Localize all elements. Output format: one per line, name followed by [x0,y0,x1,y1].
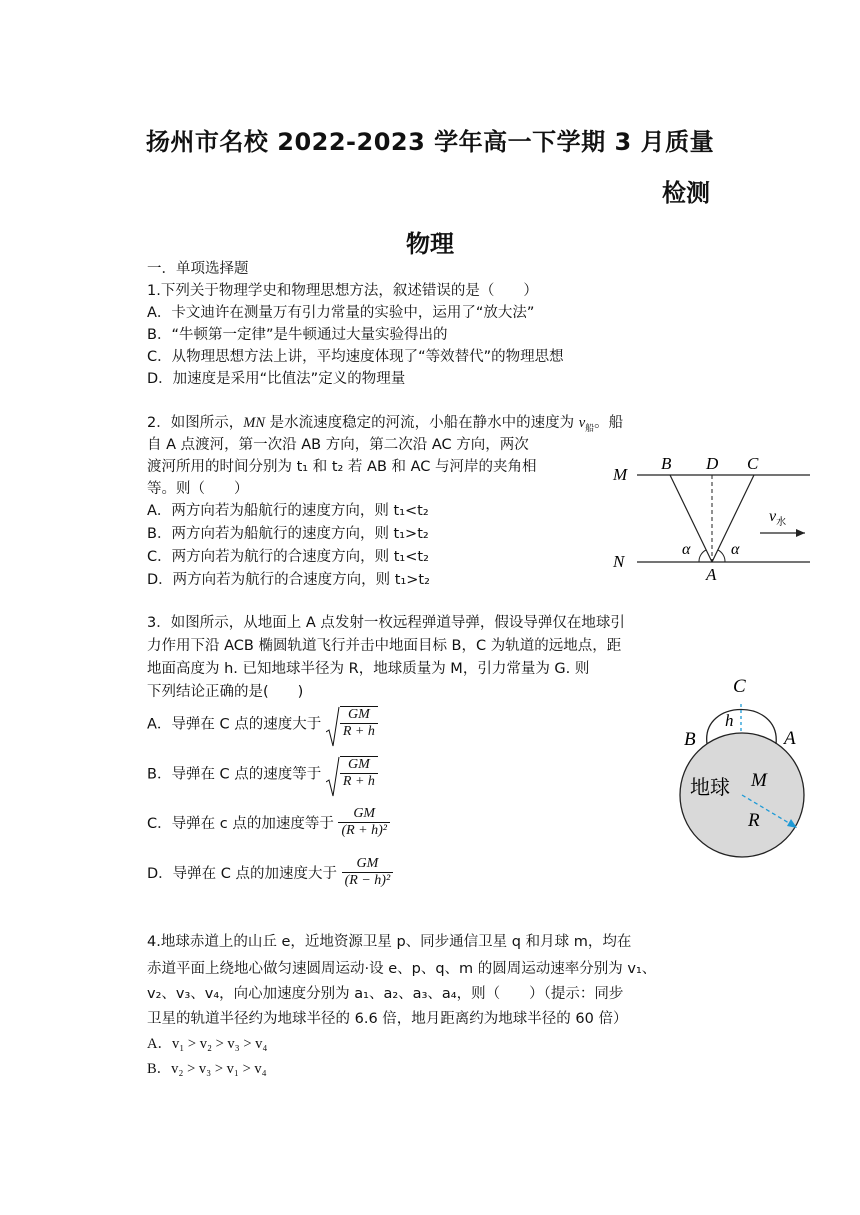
q3-option-a: A．导弹在 C 点的速度大于 $\frac{GM}{R + h}$ [147,706,378,740]
q4-stem-line1: 4.地球赤道上的山丘 e，近地资源卫星 p、同步通信卫星 q 和月球 m，均在 [147,934,632,950]
river-crossing-diagram [605,450,815,585]
label-h: h [725,711,734,730]
q1-stem: 1.下列关于物理学史和物理思想方法，叙述错误的是（ ） [147,283,538,299]
label-b: B [661,454,672,473]
q3-option-c: C．导弹在 c 点的加速度等于 $\frac{GM}{\text{(R + h)²}}$ [147,806,390,839]
label-a-launch: A [784,728,796,749]
label-n: N [613,552,625,571]
q1-option-c: C．从物理思想方法上讲，平均速度体现了“等效替代”的物理思想 [147,349,564,365]
label-c-apogee: C [733,676,746,697]
q1-option-b: B．“牛顿第一定律”是牛顿通过大量实验得出的 [147,327,448,343]
page-title: 扬州市名校 2022-2023 学年高一下学期 3 月质量 [145,128,715,156]
section-heading: 一．单项选择题 [147,261,249,277]
q1-option-d: D．加速度是采用“比值法”定义的物理量 [147,371,406,387]
q2-stem-line3: 渡河所用的时间分别为 t₁ 和 t₂ 若 AB 和 AC 与河岸的夹角相 [147,459,537,475]
q3-stem-line4: 下列结论正确的是( ) [147,684,304,700]
q4-option-a: A．v₁ > v₂ > v₃ > v₄ [147,1036,268,1052]
q2-option-c: C．两方向若为航行的合速度方向，则 t₁<t₂ [147,549,429,565]
label-a: A [706,565,717,584]
q3-option-b: B．导弹在 C 点的速度等于 $\frac{GM}{R + h}$ [147,756,378,790]
q4-stem-line2: 赤道平面上绕地心做匀速圆周运动·设 e、p、q、m 的圆周运动速率分别为 v₁、 [147,961,657,977]
label-v-water: $v_水$ [769,508,787,528]
q4-stem-line3: v₂、v₃、v₄，向心加速度分别为 a₁、a₂、a₃、a₄，则（ ）（提示：同步 [147,986,624,1002]
q2-stem-line1: 2．如图所示，MN 是水流速度稳定的河流，小船在静水中的速度为 $v_船$。船 [147,415,624,434]
label-alpha-left: α [682,541,691,558]
missile-orbit-diagram [676,668,816,868]
label-alpha-right: α [731,541,740,558]
q3-option-d: D．导弹在 C 点的加速度大于 $\frac{GM}{\text{(R − h)²}}$ [147,856,393,889]
q2-stem-line2: 自 A 点渡河，第一次沿 AB 方向，第二次沿 AC 方向，两次 [147,437,529,453]
label-mass-m: M [751,770,767,791]
q3-stem-line3: 地面高度为 h. 已知地球半径为 R，地球质量为 M，引力常量为 G. 则 [147,661,590,677]
page-title-continued: 检测 [662,179,710,207]
q1-option-a: A．卡文迪许在测量万有引力常量的实验中，运用了“放大法” [147,305,535,321]
label-c: C [747,454,759,473]
q4-stem-line4: 卫星的轨道半径约为地球半径的 6.6 倍，地月距离约为地球半径的 60 倍） [147,1011,628,1027]
label-b-target: B [684,729,696,750]
label-d: D [706,454,719,473]
q2-option-d: D．两方向若为航行的合速度方向，则 t₁>t₂ [147,572,430,588]
q2-option-a: A．两方向若为船航行的速度方向，则 t₁<t₂ [147,503,429,519]
label-earth: 地球 [690,775,730,799]
subject-title: 物理 [406,230,454,258]
q2-stem-line4: 等。则（ ） [147,481,249,497]
label-radius-r: R [748,810,760,831]
label-m: M [613,465,628,484]
q4-option-b: B．v₂ > v₃ > v₁ > v₄ [147,1061,267,1077]
q3-stem-line2: 力作用下沿 ACB 椭圆轨道飞行并击中地面目标 B，C 为轨道的远地点，距 [147,638,622,654]
q2-option-b: B．两方向若为船航行的速度方向，则 t₁>t₂ [147,526,429,542]
q3-stem-line1: 3．如图所示，从地面上 A 点发射一枚远程弹道导弹，假设导弹仅在地球引 [147,615,625,631]
